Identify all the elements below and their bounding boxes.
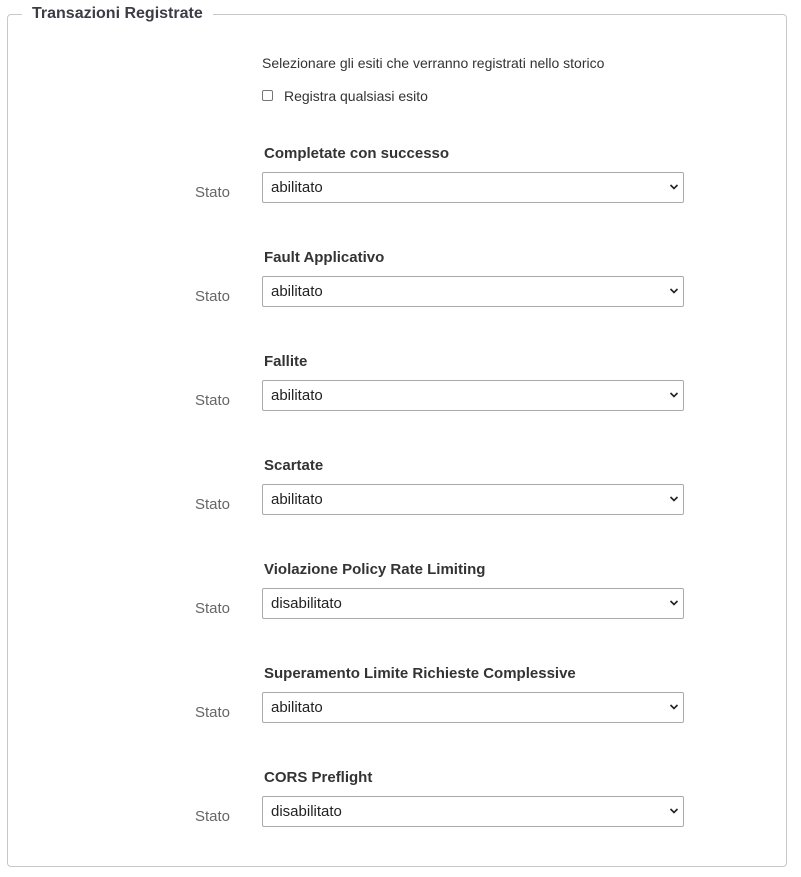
select-value: disabilitato (271, 803, 342, 820)
group-violazione-policy-rate-limiting (0, 561, 801, 641)
select-value: disabilitato (271, 595, 342, 612)
stato-label: Stato (194, 808, 230, 825)
stato-select-scartate[interactable] (262, 484, 684, 515)
select-value: abilitato (271, 699, 323, 716)
chevron-down-icon (669, 182, 679, 192)
group-completate-con-successo (0, 145, 801, 225)
registra-qualsiasi-esito-option[interactable] (262, 88, 428, 104)
stato-select-violazione-policy-rate-limiting[interactable] (262, 588, 684, 619)
registra-qualsiasi-esito-checkbox[interactable] (262, 90, 273, 101)
chevron-down-icon (669, 286, 679, 296)
stato-select-completate-con-successo[interactable] (262, 172, 684, 203)
chevron-down-icon (669, 598, 679, 608)
group-scartate (0, 457, 801, 537)
chevron-down-icon (669, 702, 679, 712)
group-title: CORS Preflight (264, 769, 373, 786)
stato-select-fault-applicativo[interactable] (262, 276, 684, 307)
select-value: abilitato (271, 283, 323, 300)
stato-label: Stato (194, 704, 230, 721)
stato-select-fallite[interactable] (262, 380, 684, 411)
group-title: Superamento Limite Richieste Complessive (264, 665, 576, 682)
stato-label: Stato (194, 288, 230, 305)
stato-label: Stato (194, 496, 230, 513)
group-cors-preflight (0, 769, 801, 849)
group-title: Violazione Policy Rate Limiting (264, 561, 486, 578)
group-fallite (0, 353, 801, 433)
intro-text: Selezionare gli esiti che verranno registrati nello storico (262, 55, 605, 71)
group-title: Completate con successo (264, 145, 450, 162)
group-fault-applicativo (0, 249, 801, 329)
stato-select-cors-preflight[interactable] (262, 796, 684, 827)
chevron-down-icon (669, 806, 679, 816)
select-value: abilitato (271, 491, 323, 508)
stato-label: Stato (194, 392, 230, 409)
panel-title: Transazioni Registrate (32, 5, 203, 22)
group-title: Scartate (264, 457, 324, 474)
stato-select-superamento-limite-richieste-complessive[interactable] (262, 692, 684, 723)
group-title: Fallite (264, 353, 308, 370)
group-superamento-limite-richieste-complessive (0, 665, 801, 745)
stato-label: Stato (194, 184, 230, 201)
chevron-down-icon (669, 494, 679, 504)
group-title: Fault Applicativo (264, 249, 385, 266)
select-value: abilitato (271, 179, 323, 196)
stato-label: Stato (194, 600, 230, 617)
checkbox-label: Registra qualsiasi esito (284, 88, 428, 104)
select-value: abilitato (271, 387, 323, 404)
chevron-down-icon (669, 390, 679, 400)
